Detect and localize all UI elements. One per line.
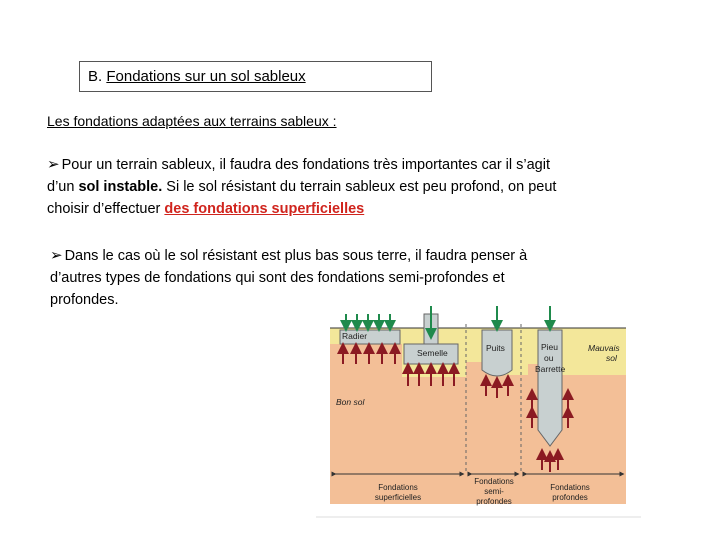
para1-line1-text: Pour un terrain sableux, il faudra des fondations très importantes car il s’agit	[61, 157, 550, 173]
subtitle: Les fondations adaptées aux terrains sableux :	[47, 113, 337, 129]
paragraph-sandy-soil	[47, 154, 556, 220]
shallow-category-label: Fondations	[378, 483, 418, 492]
semi-deep-category-label-3: profondes	[476, 497, 512, 506]
pieu-label: Pieu	[541, 342, 559, 352]
foundations-diagram	[316, 302, 646, 522]
section-title	[88, 68, 306, 85]
section-title-text: Fondations sur un sol sableux	[106, 68, 306, 85]
para1-line2c: Si le sol résistant du terrain sableux est peu profond, on peut	[162, 179, 557, 195]
semi-deep-category-label: Fondations	[474, 477, 514, 486]
barrette-label: Barrette	[535, 364, 566, 374]
para2-line3: profondes.	[50, 292, 119, 308]
bullet-arrow-icon: ➢	[50, 247, 63, 264]
semelle-label: Semelle	[417, 348, 448, 358]
para1-line3a: choisir d’effectuer	[47, 201, 165, 217]
deep-category-label-2: profondes	[552, 493, 588, 502]
para1-line3	[47, 198, 556, 220]
foundations-diagram-svg	[316, 302, 646, 522]
para1-line2	[47, 176, 556, 198]
pieu-or-label: ou	[544, 353, 554, 363]
semi-deep-category-label-2: semi-	[484, 487, 504, 496]
bad-soil-label: Mauvais	[588, 343, 620, 353]
para1-line2a: d’un	[47, 179, 79, 195]
shallow-category-label-2: superficielles	[374, 493, 422, 502]
para2-line2: d’autres types de fondations qui sont des fondations semi-profondes et	[50, 270, 505, 286]
para1-unstable-soil: sol instable.	[78, 179, 163, 195]
puits-shaft	[482, 330, 512, 376]
bullet-arrow-icon: ➢	[47, 156, 60, 173]
deep-category-label: Fondations	[550, 483, 590, 492]
section-letter: B.	[88, 68, 103, 85]
para2-line1-text: Dans le cas où le sol résistant est plus bas sous terre, il faudra penser à	[64, 248, 528, 264]
good-soil-label: Bon sol	[336, 397, 365, 407]
puits-label: Puits	[486, 343, 505, 353]
para1-shallow-foundations: des fondations superficielles	[164, 201, 365, 217]
radier-label: Radier	[342, 331, 368, 341]
para2-line1	[50, 245, 527, 267]
bad-soil-label-2: sol	[606, 353, 617, 363]
para1-line1	[47, 154, 556, 176]
section-title-box	[79, 61, 432, 92]
